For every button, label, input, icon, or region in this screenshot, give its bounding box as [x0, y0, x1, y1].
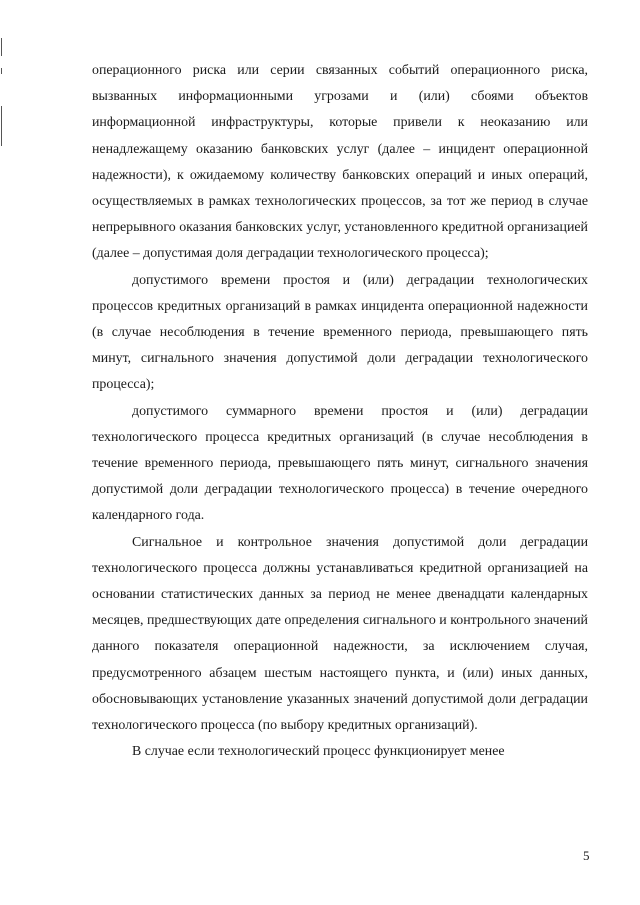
- paragraph-continuation: операционного риска или серии связанных событий операционного риска, вызванных информационными угрозами и (или) сбоями объектов информационной инфраструктуры, которые привели к неоказанию или ненадлежащему оказанию банковских услуг (далее – инцидент операционной надежности), к ожидаемому количеству банковских операций и иных операций, осуществляемых в рамках технологических процессов, за тот же период в случае непрерывного оказания банковских услуг, установленного кредитной организацией (далее – допустимая доля деградации технологического процесса);: [92, 63, 588, 262]
- paragraph-case: В случае если технологический процесс функционирует менее: [132, 744, 505, 760]
- paragraph-signal-control-values: Сигнальное и контрольное значения допустимой доли деградации технологического процесса должны устанавливаться кредитной организацией на основании статистических данных за период не менее двенадцати календарных месяцев, предшествующих дате определения сигнального и контрольного значений данного показателя операционной надежности, за исключением случая, предусмотренного абзацем шестым настоящего пункта, и (или) иных данных, обосновывающих установление указанных значений допустимой доли деградации технологического процесса (по выбору кредитных организаций).: [92, 534, 588, 734]
- scan-edge-mark: [1, 68, 2, 74]
- scan-edge-mark: [1, 106, 2, 146]
- page-number: 5: [583, 848, 590, 863]
- paragraph-total-downtime: допустимого суммарного времени простоя и (или) деградации технологического процесса кредитных организаций (в случае несоблюдения в течение временного периода, превышающего пять минут, сигнального значения допустимой доли деградации технологического процесса) в течение очередного календарного года.: [92, 403, 588, 524]
- paragraph-downtime: допустимого времени простоя и (или) деградации технологических процессов кредитных организаций в рамках инцидента операционной надежности (в случае несоблюдения в течение временного периода, превышающего пять минут, сигнального значения допустимой доли деградации технологического процесса);: [92, 272, 588, 393]
- scan-edge-mark: [1, 38, 2, 56]
- document-body: [92, 58, 588, 765]
